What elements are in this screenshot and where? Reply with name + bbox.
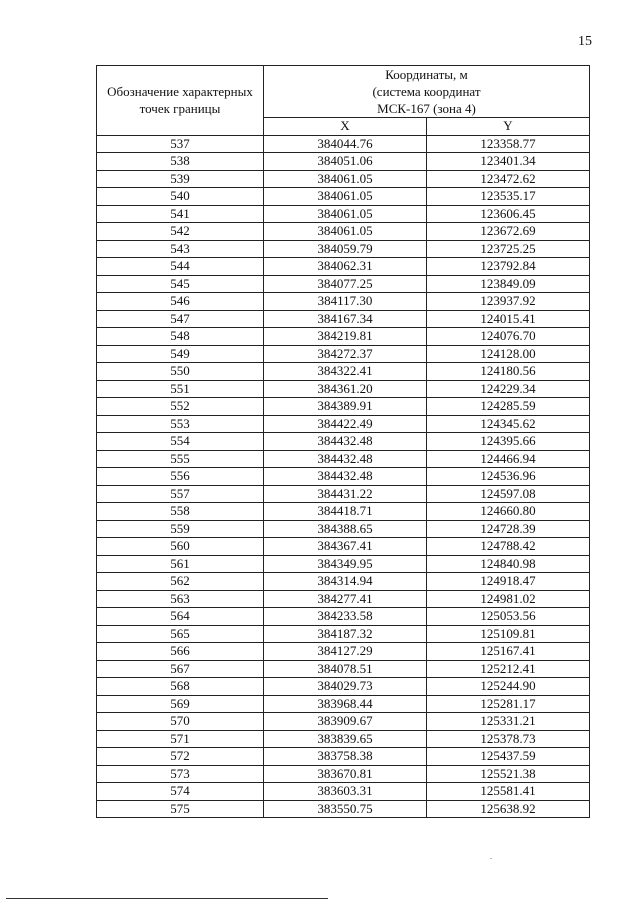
x-coordinate-cell: 384219.81 — [264, 328, 427, 346]
point-number-cell: 560 — [97, 538, 264, 556]
table-row — [97, 433, 590, 451]
header-coordinates-line: МСК-167 (зона 4) — [377, 101, 476, 116]
y-coordinate-cell: 125244.90 — [427, 678, 590, 696]
x-coordinate-cell: 383670.81 — [264, 765, 427, 783]
y-coordinate-cell: 123849.09 — [427, 275, 590, 293]
table-row — [97, 380, 590, 398]
point-number-cell: 539 — [97, 170, 264, 188]
table-row — [97, 258, 590, 276]
table-row — [97, 415, 590, 433]
x-coordinate-cell: 384167.34 — [264, 310, 427, 328]
table-row — [97, 590, 590, 608]
y-coordinate-cell: 125109.81 — [427, 625, 590, 643]
table-row — [97, 170, 590, 188]
x-coordinate-cell: 384233.58 — [264, 608, 427, 626]
table-row — [97, 485, 590, 503]
table-row — [97, 555, 590, 573]
table-body — [97, 135, 590, 818]
table-row — [97, 800, 590, 818]
table-row — [97, 643, 590, 661]
table-row — [97, 608, 590, 626]
y-coordinate-cell: 123358.77 — [427, 135, 590, 153]
y-coordinate-cell: 123535.17 — [427, 188, 590, 206]
table-row — [97, 310, 590, 328]
table-row — [97, 240, 590, 258]
table-row — [97, 188, 590, 206]
y-coordinate-cell: 125053.56 — [427, 608, 590, 626]
x-coordinate-cell: 384361.20 — [264, 380, 427, 398]
y-coordinate-cell: 124015.41 — [427, 310, 590, 328]
x-coordinate-cell: 384432.48 — [264, 450, 427, 468]
x-coordinate-cell: 383909.67 — [264, 713, 427, 731]
x-coordinate-cell: 384061.05 — [264, 223, 427, 241]
footer-rule — [6, 898, 328, 899]
x-coordinate-cell: 383550.75 — [264, 800, 427, 818]
point-number-cell: 537 — [97, 135, 264, 153]
table-row — [97, 468, 590, 486]
y-coordinate-cell: 123606.45 — [427, 205, 590, 223]
x-coordinate-cell: 384422.49 — [264, 415, 427, 433]
point-number-cell: 554 — [97, 433, 264, 451]
table-row — [97, 573, 590, 591]
x-coordinate-cell: 384389.91 — [264, 398, 427, 416]
x-coordinate-cell: 384418.71 — [264, 503, 427, 521]
point-number-cell: 555 — [97, 450, 264, 468]
point-number-cell: 547 — [97, 310, 264, 328]
point-number-cell: 575 — [97, 800, 264, 818]
x-coordinate-cell: 384272.37 — [264, 345, 427, 363]
table-row — [97, 363, 590, 381]
scan-speck — [490, 858, 492, 859]
point-number-cell: 542 — [97, 223, 264, 241]
table-row — [97, 450, 590, 468]
table-row — [97, 328, 590, 346]
y-coordinate-cell: 124840.98 — [427, 555, 590, 573]
coordinates-table — [96, 65, 590, 818]
table-row — [97, 783, 590, 801]
y-coordinate-cell: 124345.62 — [427, 415, 590, 433]
table-row — [97, 223, 590, 241]
y-coordinate-cell: 124395.66 — [427, 433, 590, 451]
y-coordinate-cell: 123401.34 — [427, 153, 590, 171]
table-row — [97, 275, 590, 293]
table-row — [97, 398, 590, 416]
y-coordinate-cell: 125331.21 — [427, 713, 590, 731]
table-row — [97, 293, 590, 311]
point-number-cell: 563 — [97, 590, 264, 608]
y-coordinate-cell: 124981.02 — [427, 590, 590, 608]
y-coordinate-cell: 125281.17 — [427, 695, 590, 713]
y-coordinate-cell: 125378.73 — [427, 730, 590, 748]
y-coordinate-cell: 125212.41 — [427, 660, 590, 678]
x-coordinate-cell: 384061.05 — [264, 170, 427, 188]
point-number-cell: 538 — [97, 153, 264, 171]
x-coordinate-cell: 384367.41 — [264, 538, 427, 556]
point-number-cell: 574 — [97, 783, 264, 801]
y-coordinate-cell: 124597.08 — [427, 485, 590, 503]
point-number-cell: 568 — [97, 678, 264, 696]
x-coordinate-cell: 384061.05 — [264, 205, 427, 223]
table-row — [97, 153, 590, 171]
y-coordinate-cell: 124285.59 — [427, 398, 590, 416]
point-number-cell: 549 — [97, 345, 264, 363]
table-row — [97, 660, 590, 678]
x-coordinate-cell: 384062.31 — [264, 258, 427, 276]
y-coordinate-cell: 124728.39 — [427, 520, 590, 538]
y-coordinate-cell: 125638.92 — [427, 800, 590, 818]
point-number-cell: 543 — [97, 240, 264, 258]
y-coordinate-cell: 123937.92 — [427, 293, 590, 311]
x-coordinate-cell: 384117.30 — [264, 293, 427, 311]
table-row — [97, 205, 590, 223]
point-number-cell: 544 — [97, 258, 264, 276]
point-number-cell: 553 — [97, 415, 264, 433]
y-coordinate-cell: 123672.69 — [427, 223, 590, 241]
y-coordinate-cell: 124918.47 — [427, 573, 590, 591]
point-number-cell: 564 — [97, 608, 264, 626]
x-coordinate-cell: 384349.95 — [264, 555, 427, 573]
table-row — [97, 345, 590, 363]
x-coordinate-cell: 384432.48 — [264, 433, 427, 451]
point-number-cell: 567 — [97, 660, 264, 678]
point-number-cell: 573 — [97, 765, 264, 783]
y-coordinate-cell: 124128.00 — [427, 345, 590, 363]
point-number-cell: 566 — [97, 643, 264, 661]
x-coordinate-cell: 384314.94 — [264, 573, 427, 591]
point-number-cell: 569 — [97, 695, 264, 713]
y-coordinate-cell: 125581.41 — [427, 783, 590, 801]
y-coordinate-cell: 123472.62 — [427, 170, 590, 188]
point-number-cell: 551 — [97, 380, 264, 398]
y-coordinate-cell: 123725.25 — [427, 240, 590, 258]
x-coordinate-cell: 384322.41 — [264, 363, 427, 381]
x-coordinate-cell: 384187.32 — [264, 625, 427, 643]
point-number-cell: 550 — [97, 363, 264, 381]
x-coordinate-cell: 383839.65 — [264, 730, 427, 748]
x-coordinate-cell: 383603.31 — [264, 783, 427, 801]
x-coordinate-cell: 384061.05 — [264, 188, 427, 206]
point-number-cell: 557 — [97, 485, 264, 503]
point-number-cell: 556 — [97, 468, 264, 486]
y-coordinate-cell: 124536.96 — [427, 468, 590, 486]
table-row — [97, 135, 590, 153]
header-coordinates — [264, 66, 590, 118]
x-coordinate-cell: 384277.41 — [264, 590, 427, 608]
x-coordinate-cell: 384127.29 — [264, 643, 427, 661]
x-coordinate-cell: 384077.25 — [264, 275, 427, 293]
table-row — [97, 748, 590, 766]
x-coordinate-cell: 384059.79 — [264, 240, 427, 258]
y-coordinate-cell: 125167.41 — [427, 643, 590, 661]
point-number-cell: 571 — [97, 730, 264, 748]
y-coordinate-cell: 124466.94 — [427, 450, 590, 468]
x-coordinate-cell: 384029.73 — [264, 678, 427, 696]
x-coordinate-cell: 384431.22 — [264, 485, 427, 503]
y-coordinate-cell: 125437.59 — [427, 748, 590, 766]
table-row — [97, 625, 590, 643]
table-row — [97, 503, 590, 521]
x-coordinate-cell: 384051.06 — [264, 153, 427, 171]
table-header-row — [97, 66, 590, 118]
point-number-cell: 548 — [97, 328, 264, 346]
y-coordinate-cell: 124788.42 — [427, 538, 590, 556]
point-number-cell: 540 — [97, 188, 264, 206]
point-number-cell: 561 — [97, 555, 264, 573]
table-row — [97, 713, 590, 731]
y-coordinate-cell: 125521.38 — [427, 765, 590, 783]
table-row — [97, 765, 590, 783]
header-y: Y — [427, 118, 590, 136]
point-number-cell: 562 — [97, 573, 264, 591]
table-row — [97, 730, 590, 748]
x-coordinate-cell: 383758.38 — [264, 748, 427, 766]
page-number: 15 — [578, 34, 592, 49]
point-number-cell: 565 — [97, 625, 264, 643]
y-coordinate-cell: 124180.56 — [427, 363, 590, 381]
table-row — [97, 520, 590, 538]
point-number-cell: 546 — [97, 293, 264, 311]
point-number-cell: 541 — [97, 205, 264, 223]
y-coordinate-cell: 123792.84 — [427, 258, 590, 276]
point-number-cell: 552 — [97, 398, 264, 416]
header-coordinates-line: (система координат — [372, 84, 481, 99]
x-coordinate-cell: 384044.76 — [264, 135, 427, 153]
point-number-cell: 572 — [97, 748, 264, 766]
table-row — [97, 695, 590, 713]
header-point-designation: Обозначение характерных точек границы — [97, 66, 264, 136]
header-x: X — [264, 118, 427, 136]
x-coordinate-cell: 384432.48 — [264, 468, 427, 486]
table-row — [97, 678, 590, 696]
point-number-cell: 559 — [97, 520, 264, 538]
x-coordinate-cell: 384388.65 — [264, 520, 427, 538]
point-number-cell: 545 — [97, 275, 264, 293]
x-coordinate-cell: 384078.51 — [264, 660, 427, 678]
point-number-cell: 570 — [97, 713, 264, 731]
y-coordinate-cell: 124229.34 — [427, 380, 590, 398]
table-row — [97, 538, 590, 556]
y-coordinate-cell: 124660.80 — [427, 503, 590, 521]
y-coordinate-cell: 124076.70 — [427, 328, 590, 346]
point-number-cell: 558 — [97, 503, 264, 521]
header-coordinates-line: Координаты, м — [385, 67, 468, 82]
x-coordinate-cell: 383968.44 — [264, 695, 427, 713]
